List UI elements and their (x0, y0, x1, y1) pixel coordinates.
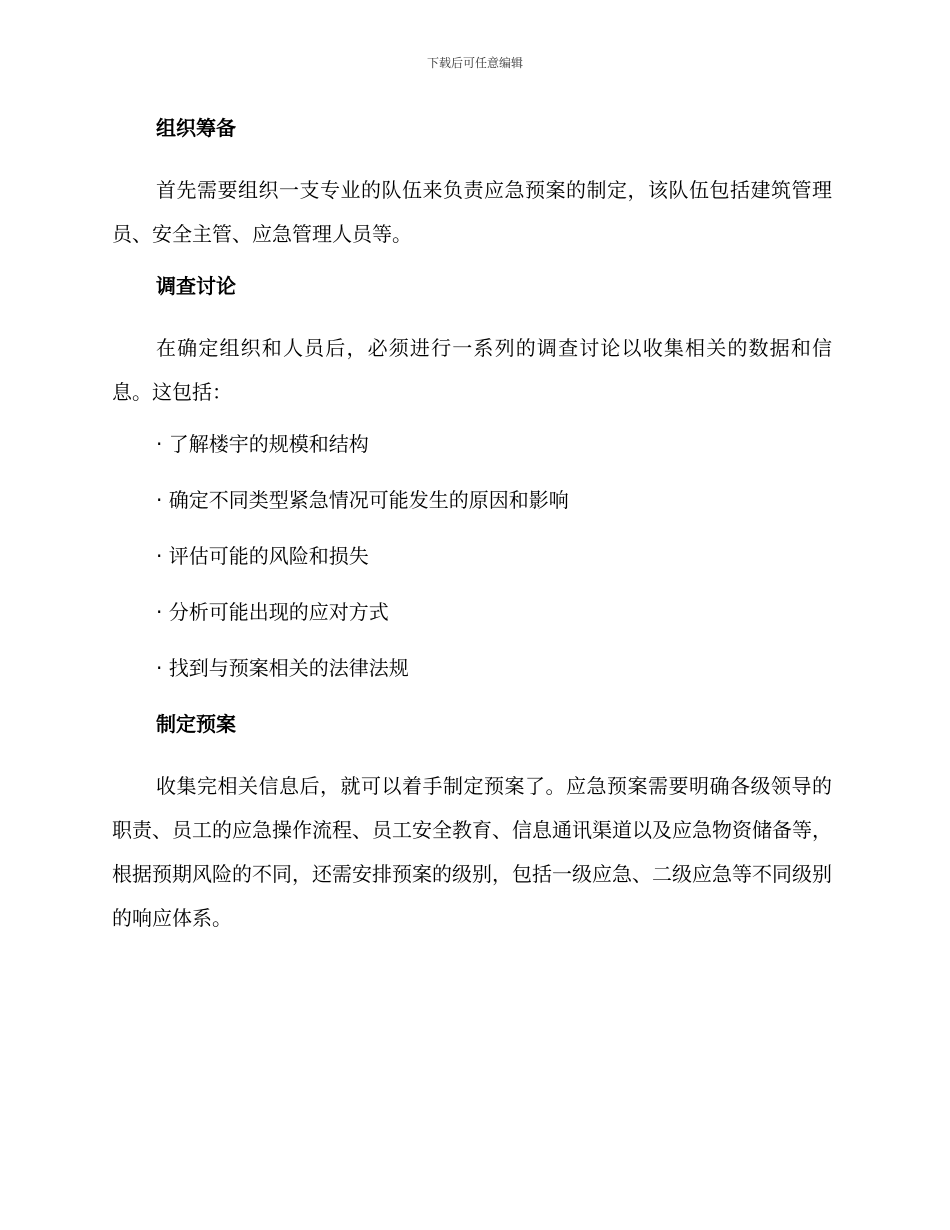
list-item: · 评估可能的风险和损失 (156, 544, 369, 568)
list-item: · 了解楼宇的规模和结构 (156, 432, 369, 456)
section-heading-survey: 调查讨论 (156, 274, 236, 298)
header-note: 下载后可任意编辑 (426, 56, 523, 70)
list-item: · 确定不同类型紧急情况可能发生的原因和影响 (156, 488, 569, 512)
list-item: · 分析可能出现的应对方式 (156, 600, 389, 624)
document-body (112, 110, 832, 940)
section-paragraph-survey: 在确定组织和人员后，必须进行一系列的调查讨论以收集相关的数据和信息。这包括： (112, 336, 832, 404)
section-heading-plan: 制定预案 (156, 712, 236, 736)
section-paragraph-organize: 首先需要组织一支专业的队伍来负责应急预案的制定，该队伍包括建筑管理员、安全主管、应急管理人员等。 (112, 178, 832, 246)
section-heading-organize: 组织筹备 (156, 116, 236, 140)
list-item: · 找到与预案相关的法律法规 (156, 656, 409, 680)
section-paragraph-plan: 收集完相关信息后，就可以着手制定预案了。应急预案需要明确各级领导的职责、员工的应急操作流程、员工安全教育、信息通讯渠道以及应急物资储备等，根据预期风险的不同，还需安排预案的级别，包括一级应急、二级应急等不同级别的响应体系。 (112, 774, 832, 930)
